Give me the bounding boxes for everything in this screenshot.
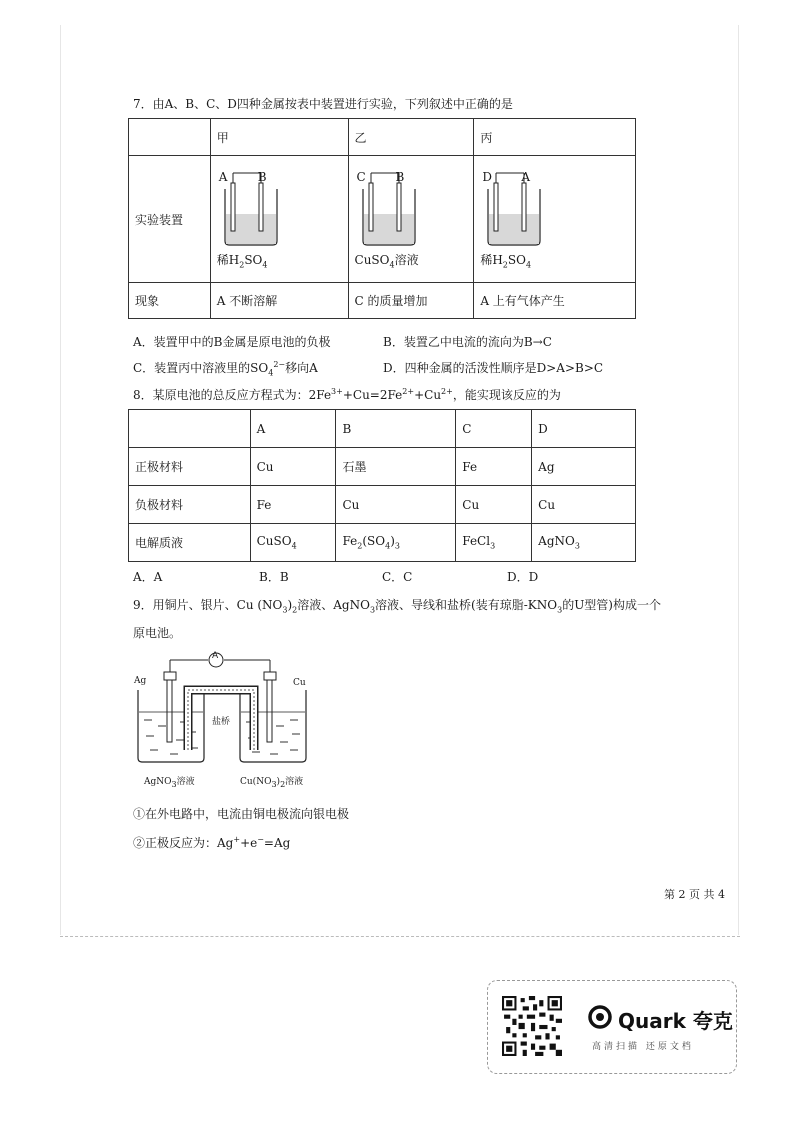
q7-device-label: 实验装置 [129, 156, 211, 283]
footer-divider [60, 936, 740, 937]
q7-solution-yi: CuSO$_4$溶液 [354, 252, 419, 270]
q8-table [128, 409, 636, 562]
q7-header-jia: 甲 [210, 119, 348, 156]
q8-cell: 石墨 [336, 448, 456, 486]
q8-row-label: 负极材料 [129, 486, 251, 524]
qr-code-icon [502, 995, 562, 1057]
page-number: 第 2 页 共 4 [664, 888, 725, 901]
q8-header-d: D [532, 410, 636, 448]
q8-cell: Fe [456, 448, 532, 486]
q8-option-b: B．B [259, 570, 289, 584]
q8-row-label: 正极材料 [129, 448, 251, 486]
q7-phenomenon-label: 现象 [129, 283, 211, 319]
agno3-solution-label: AgNO$_3$溶液 [144, 777, 195, 789]
galvanic-cell-diagram-icon [130, 650, 310, 775]
q8-header-blank [129, 410, 251, 448]
quark-brand: Quark 夸克 [618, 1009, 733, 1033]
page-edge-left [60, 25, 61, 935]
quark-logo-icon [588, 1005, 612, 1029]
q7-option-d: D．四种金属的活泼性顺序是D>A>B>C [383, 361, 604, 375]
q7-stem: 7．由A、B、C、D四种金属按表中装置进行实验，下列叙述中正确的是 [133, 97, 513, 111]
q8-cell: Cu [250, 448, 336, 486]
cu-electrode-label: Cu [293, 678, 306, 688]
electrode-b2-label: B [395, 170, 405, 184]
q8-stem: 8．某原电池的总反应方程式为：$2Fe^{3+}+Cu=2Fe^{2+}+Cu^{2+}$，能实现该反应的为 [133, 387, 561, 402]
q8-option-c: C．C [382, 570, 413, 584]
q8-cell: Cu [532, 486, 636, 524]
q8-cell: FeCl$_3$ [456, 524, 532, 562]
cuno3-solution-label: $Cu(NO_3)_2$溶液 [240, 777, 304, 789]
q7-option-c: C．装置丙中溶液里的$SO_4^{2-}$移向A [133, 360, 318, 378]
q8-header-b: B [336, 410, 456, 448]
beaker-jia-icon [219, 169, 289, 249]
q7-phenomenon-jia: A 不断溶解 [210, 283, 348, 319]
q7-device-yi [348, 156, 474, 283]
q8-cell: $Fe_2(SO_4)_3$ [336, 524, 456, 562]
beaker-bing-icon [482, 169, 552, 249]
q8-cell: Fe [250, 486, 336, 524]
q8-cell: CuSO$_4$ [250, 524, 336, 562]
beaker-yi-icon [357, 169, 427, 249]
q8-option-a: A．A [133, 570, 163, 584]
q9-statement-1: ①在外电路中，电流由铜电极流向银电极 [133, 807, 350, 821]
page-edge-right [738, 25, 739, 935]
q8-cell: Ag [532, 448, 636, 486]
salt-bridge-label: 盐桥 [212, 717, 231, 727]
q9-stem-line1: 9．用铜片、银片、Cu $(NO_3)_2$溶液、AgNO$_3$溶液、导线和盐桥(装有琼脂$-KNO_3$的U型管)构成一个 [133, 598, 661, 615]
q8-cell: Cu [456, 486, 532, 524]
quark-tagline: 高清扫描 还原文档 [592, 1042, 694, 1052]
q9-stem-line2: 原电池。 [133, 626, 182, 640]
q8-row-label: 电解质液 [129, 524, 251, 562]
electrode-a-label: A [218, 170, 228, 184]
q7-solution-bing: 稀$H_2SO_4$ [480, 252, 532, 270]
q7-header-bing: 丙 [474, 119, 636, 156]
electrode-a2-label: A [521, 170, 530, 184]
q7-phenomenon-bing: A 上有气体产生 [474, 283, 636, 319]
quark-scan-badge [487, 980, 737, 1074]
ag-electrode-label: Ag [134, 676, 147, 686]
q7-option-b: B．装置乙中电流的流向为B→C [383, 335, 552, 349]
q7-phenomenon-yi: C 的质量增加 [348, 283, 474, 319]
electrode-b-label: B [257, 170, 267, 184]
ammeter-label: A [212, 651, 219, 661]
electrode-c-label: C [356, 170, 366, 184]
q9-statement-2: ②正极反应为：Ag++e−=Ag [133, 835, 291, 850]
q8-option-d: D．D [507, 570, 539, 584]
q7-solution-jia: 稀$H_2SO_4$ [216, 252, 268, 270]
q8-cell: AgNO$_3$ [532, 524, 636, 562]
q7-header-blank [129, 119, 211, 156]
q7-device-jia [210, 156, 348, 283]
q7-device-bing [474, 156, 636, 283]
q8-cell: Cu [336, 486, 456, 524]
electrode-d-label: D [482, 170, 492, 184]
q7-header-yi: 乙 [348, 119, 474, 156]
q7-table [128, 118, 636, 319]
q8-header-a: A [250, 410, 336, 448]
q7-option-a: A．装置甲中的B金属是原电池的负极 [133, 335, 331, 349]
q8-header-c: C [456, 410, 532, 448]
